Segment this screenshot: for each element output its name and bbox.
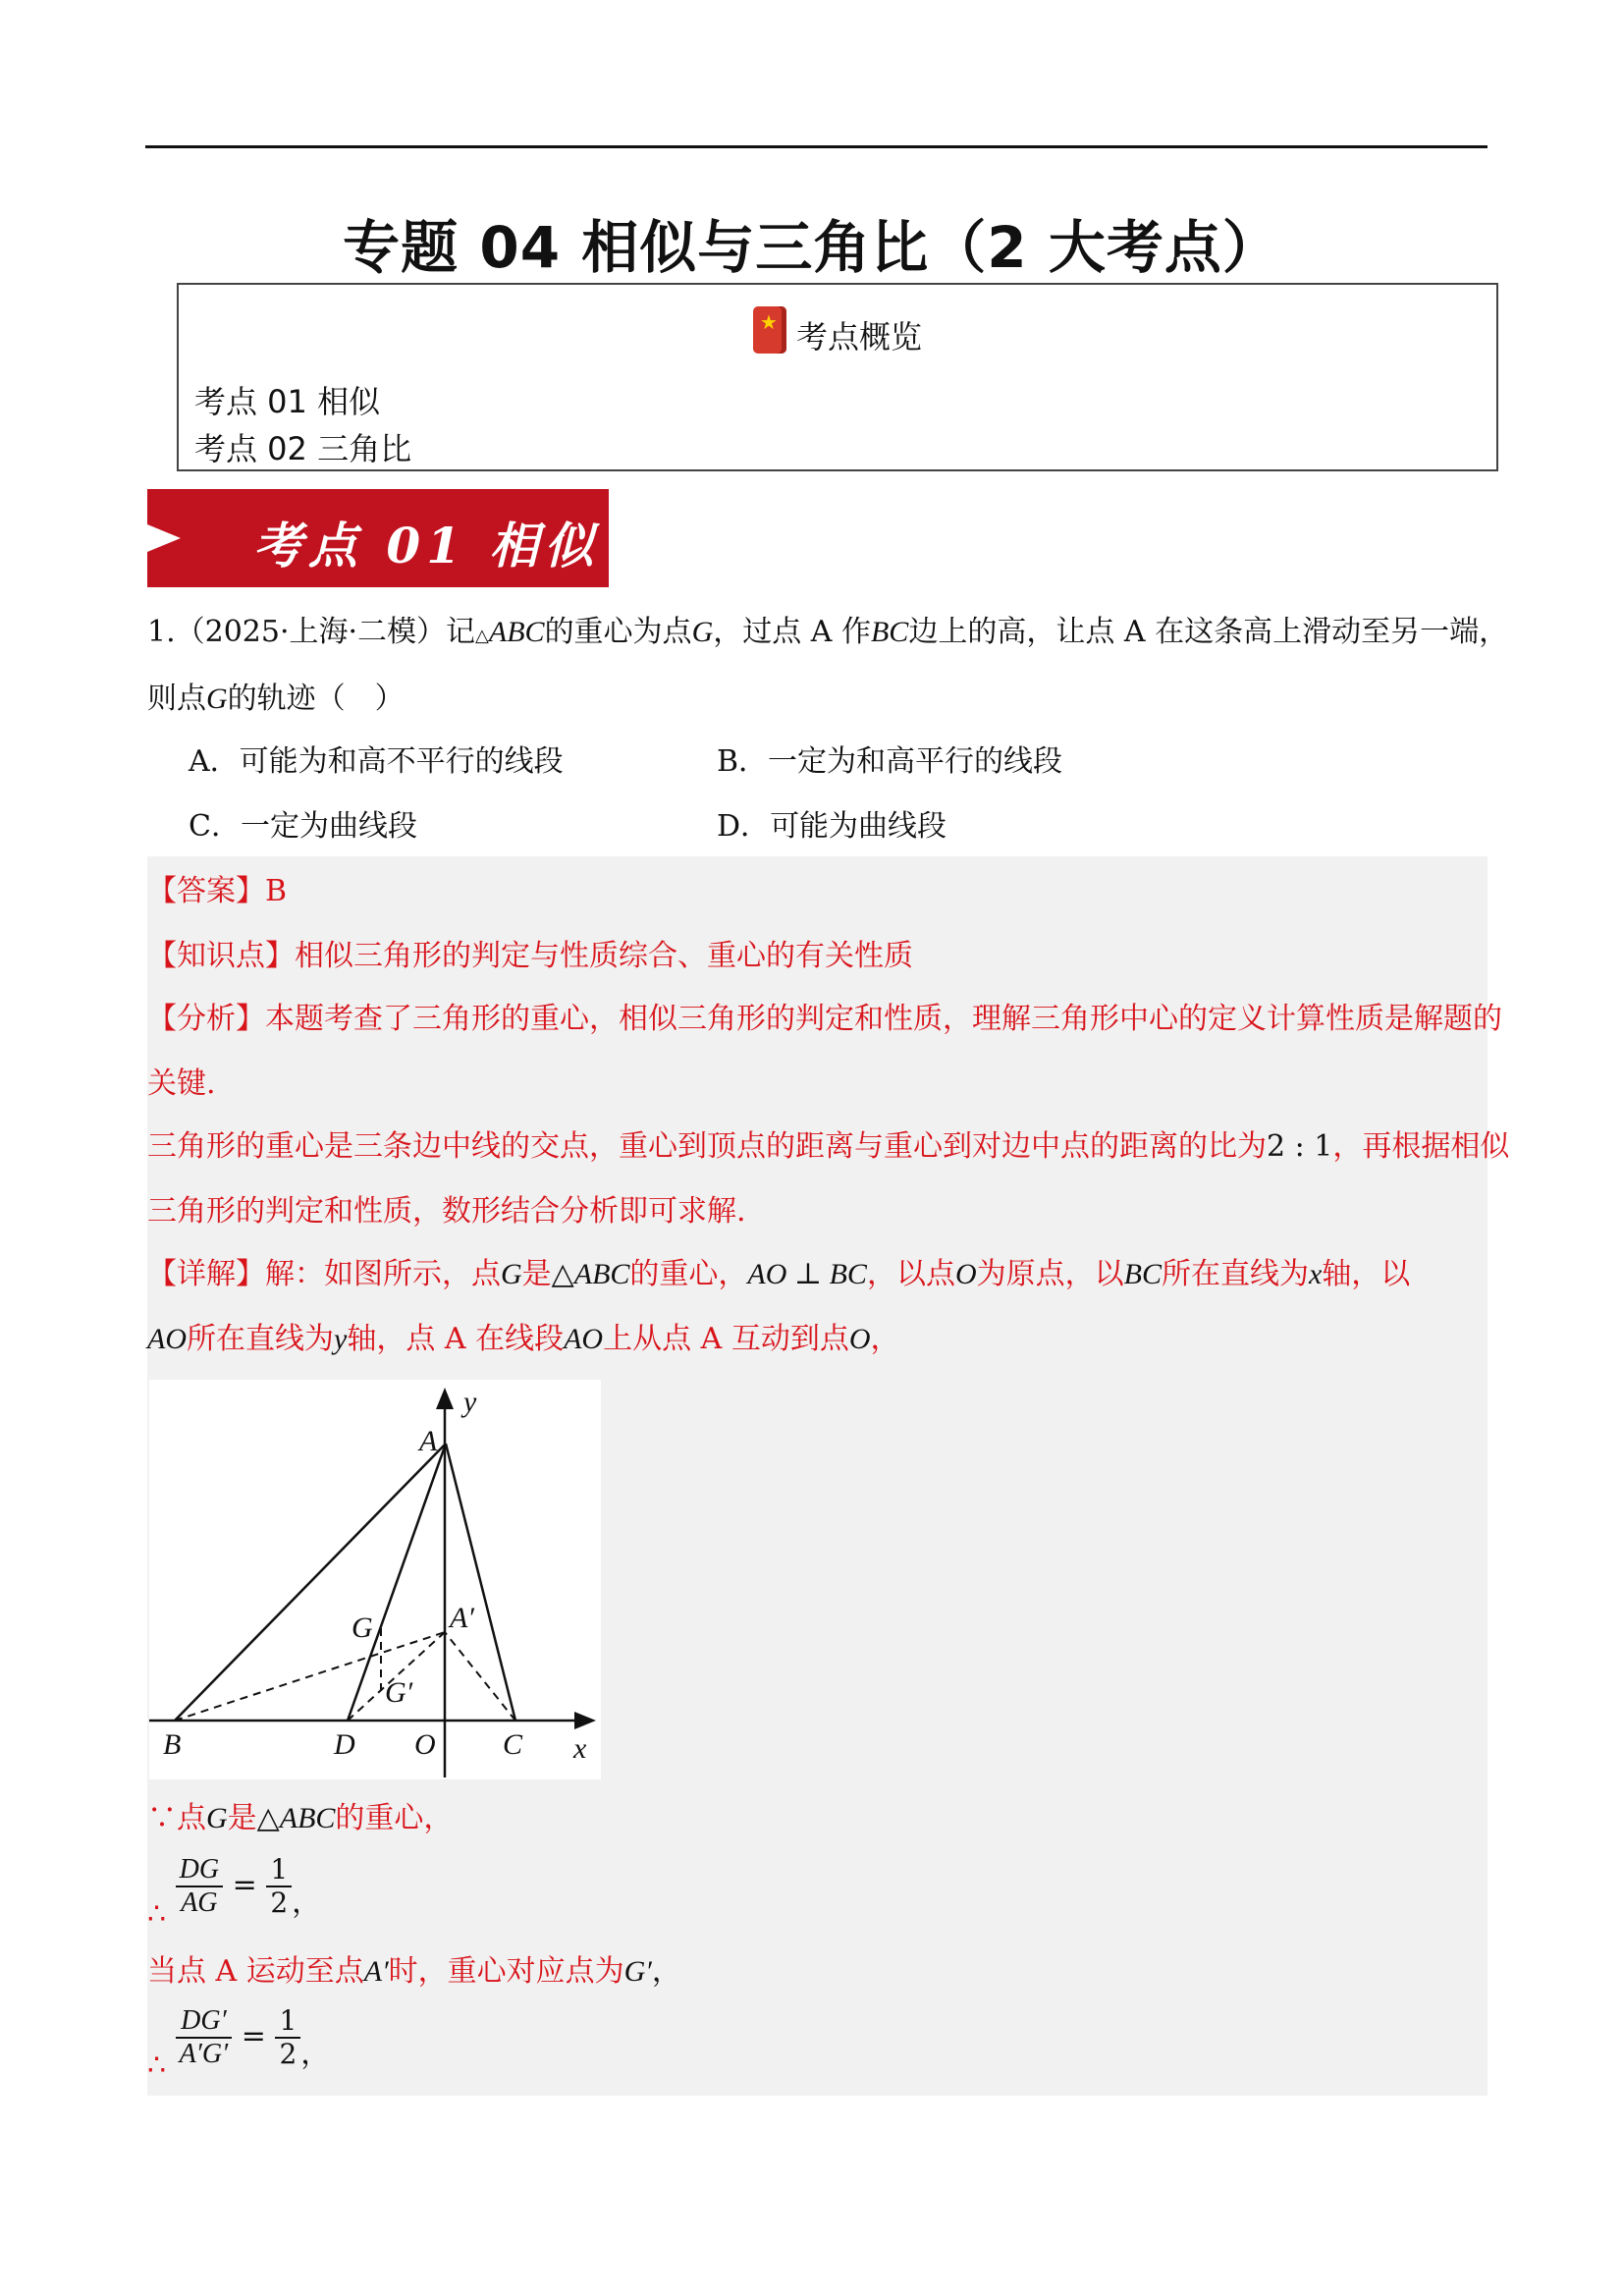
option-d[interactable]: D．可能为曲线段 xyxy=(717,809,947,844)
label-A: A xyxy=(419,1425,438,1457)
step-line: ∵点G是△ABC的重心， xyxy=(147,1801,454,1835)
analysis-line: 三角形的判定和性质，数形结合分析即可求解. xyxy=(147,1194,746,1229)
label-G: G xyxy=(352,1612,373,1644)
section-banner-title: 考点 01 相似 xyxy=(253,517,600,574)
top-rule xyxy=(145,145,1488,148)
page-title: 专题 04 相似与三角比（2 大考点） xyxy=(343,214,1280,281)
label-D: D xyxy=(334,1728,355,1761)
label-G-prime: G′ xyxy=(385,1676,413,1709)
x-axis-arrow xyxy=(574,1712,596,1729)
step-line: 当点 A 运动至点A′时，重心对应点为G′， xyxy=(147,1954,681,1989)
detail-line: AO所在直线为y轴，点 A 在线段AO上从点 A 互动到点O， xyxy=(147,1322,900,1356)
arrow-icon xyxy=(147,524,181,552)
analysis-line: 【分析】本题考查了三角形的重心，相似三角形的判定和性质，理解三角形中心的定义计算性质是解题的 xyxy=(147,1002,1502,1036)
label-y: y xyxy=(463,1386,477,1418)
option-b[interactable]: B．一定为和高平行的线段 xyxy=(717,744,1063,779)
y-axis-arrow xyxy=(436,1388,454,1409)
analysis-line: 三角形的重心是三条边中线的交点，重心到顶点的距离与重心到对边中点的距离的比为2 : 1，再根据相似 xyxy=(147,1129,1510,1164)
knowledge-line: 【知识点】相似三角形的判定与性质综合、重心的有关性质 xyxy=(147,939,913,973)
option-a[interactable]: A．可能为和高不平行的线段 xyxy=(189,744,564,779)
question-stem-line2: 则点G的轨迹（ ） xyxy=(147,682,405,716)
overview-item[interactable]: 考点 01 相似 xyxy=(194,383,381,420)
geometry-diagram xyxy=(149,1380,601,1779)
label-O: O xyxy=(414,1728,436,1761)
answer-line: 【答案】B xyxy=(147,874,288,908)
step-fraction: ∴ $\frac{DG'}{A'G'}$ = $\frac{1}{2}$ ， xyxy=(147,2004,331,2083)
overview-box xyxy=(177,283,1498,471)
section-banner xyxy=(147,489,609,587)
label-x: x xyxy=(573,1732,587,1765)
detail-line: 【详解】解：如图所示，点G是△ABC的重心，AO ⊥ BC，以点O为原点，以BC所在直线为x轴，以 xyxy=(147,1257,1411,1291)
analysis-line: 关键. xyxy=(147,1066,216,1101)
overview-item[interactable]: 考点 02 三角比 xyxy=(194,430,412,467)
book-icon: ★ xyxy=(753,306,786,354)
label-A-prime: A′ xyxy=(450,1602,474,1634)
label-C: C xyxy=(503,1728,523,1761)
question-stem: 1.（2025·上海·二模）记△ABC的重心为点G，过点 A 作BC边上的高，让点 A 在这条高上滑动至另一端， xyxy=(147,615,1509,649)
overview-heading: ★ 考点概览 xyxy=(179,306,1496,357)
label-B: B xyxy=(163,1728,182,1761)
geometry-figure xyxy=(149,1380,601,1779)
segment-AC xyxy=(446,1444,515,1721)
option-c[interactable]: C．一定为曲线段 xyxy=(189,809,417,844)
step-fraction: ∴ $\frac{DG}{AG}$ = $\frac{1}{2}$ ， xyxy=(147,1853,322,1932)
